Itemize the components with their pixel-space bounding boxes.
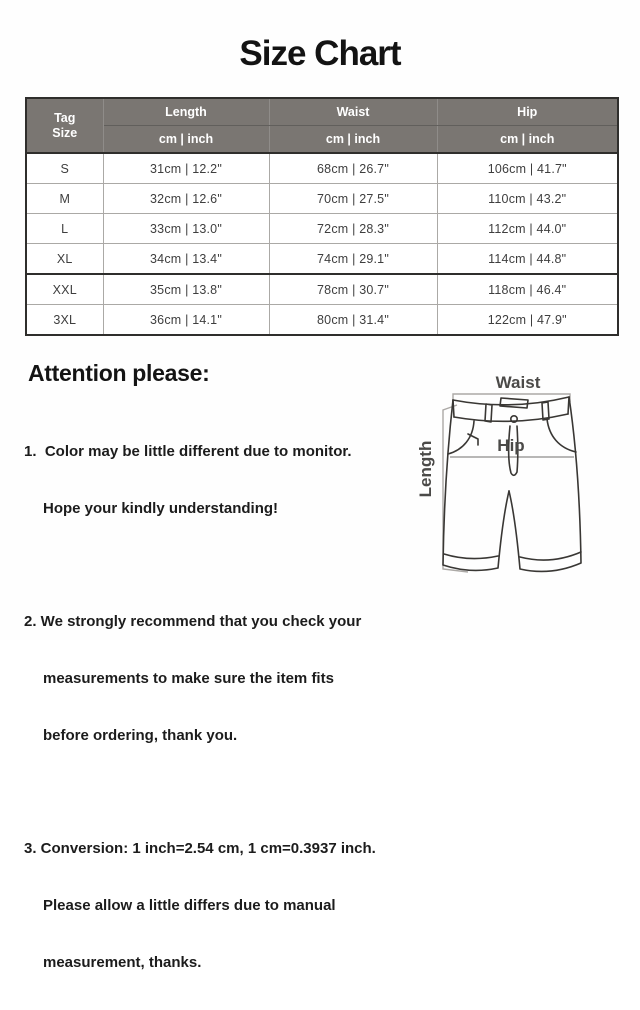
cell-length: 33cm | 13.0" [103,214,269,244]
note-line: measurement, thanks. [43,954,202,971]
cell-tag: XXL [26,274,103,305]
cell-waist: 74cm | 29.1" [269,244,437,275]
header-hip: Hip [437,98,618,126]
table-row-3xl [26,305,618,336]
cell-waist: 78cm | 30.7" [269,274,437,305]
cell-hip: 114cm | 44.8" [437,244,618,275]
attention-note-3 [24,801,424,1010]
size-chart-table [25,97,619,336]
cell-tag: 3XL [26,305,103,336]
cell-length: 36cm | 14.1" [103,305,269,336]
cell-length: 31cm | 12.2" [103,153,269,184]
cell-waist: 70cm | 27.5" [269,184,437,214]
shorts-measurement-diagram [406,364,634,636]
cell-length: 32cm | 12.6" [103,184,269,214]
cell-hip: 106cm | 41.7" [437,153,618,184]
header-waist-units: cm | inch [269,126,437,154]
note-line: measurements to make sure the item fits [43,670,334,687]
header-tag-size [26,98,103,153]
header-hip-units: cm | inch [437,126,618,154]
table-row-l [26,214,618,244]
attention-heading: Attention please: [28,360,210,386]
page-title: Size Chart [239,34,401,73]
belt-loop-left [485,404,492,422]
cell-waist: 80cm | 31.4" [269,305,437,336]
header-tag-line1: Tag [54,110,76,125]
length-measure-line [443,405,468,572]
cell-hip: 112cm | 44.0" [437,214,618,244]
cell-tag: M [26,184,103,214]
cell-hip: 110cm | 43.2" [437,184,618,214]
waist-label: Waist [495,373,541,392]
header-waist: Waist [269,98,437,126]
cell-tag: XL [26,244,103,275]
note-line: 2. We strongly recommend that you check your [24,613,362,630]
header-length-units: cm | inch [103,126,269,154]
table-row-m [26,184,618,214]
table-row-xl [26,244,618,275]
attention-section [24,360,424,1010]
note-line: Hope your kindly understanding! [43,500,279,517]
cell-hip: 122cm | 47.9" [437,305,618,336]
cell-length: 35cm | 13.8" [103,274,269,305]
note-line: 3. Conversion: 1 inch=2.54 cm, 1 cm=0.3937 inch. [24,840,376,857]
header-length: Length [103,98,269,126]
shorts-sketch [443,397,581,571]
table-header [26,98,618,153]
note-line: before ordering, thank you. [43,727,238,744]
cell-hip: 118cm | 46.4" [437,274,618,305]
pocket-right [547,419,576,452]
header-tag-line2: Size [52,125,78,140]
pocket-left-detail [468,434,478,445]
pocket-left [448,421,474,454]
note-line: 1. Color may be little different due to monitor. [24,443,352,460]
cell-tag: S [26,153,103,184]
cell-length: 34cm | 13.4" [103,244,269,275]
cell-waist: 72cm | 28.3" [269,214,437,244]
note-line: Please allow a little differs due to manual [43,897,336,914]
hip-label: Hip [497,436,525,455]
attention-note-2 [24,574,424,783]
table-row-xxl [26,274,618,305]
cell-waist: 68cm | 26.7" [269,153,437,184]
attention-note-1 [24,404,424,556]
table-body [26,153,618,335]
waistband-tab [500,398,528,408]
table-row-s [26,153,618,184]
cell-tag: L [26,214,103,244]
length-label: Length [416,440,435,498]
